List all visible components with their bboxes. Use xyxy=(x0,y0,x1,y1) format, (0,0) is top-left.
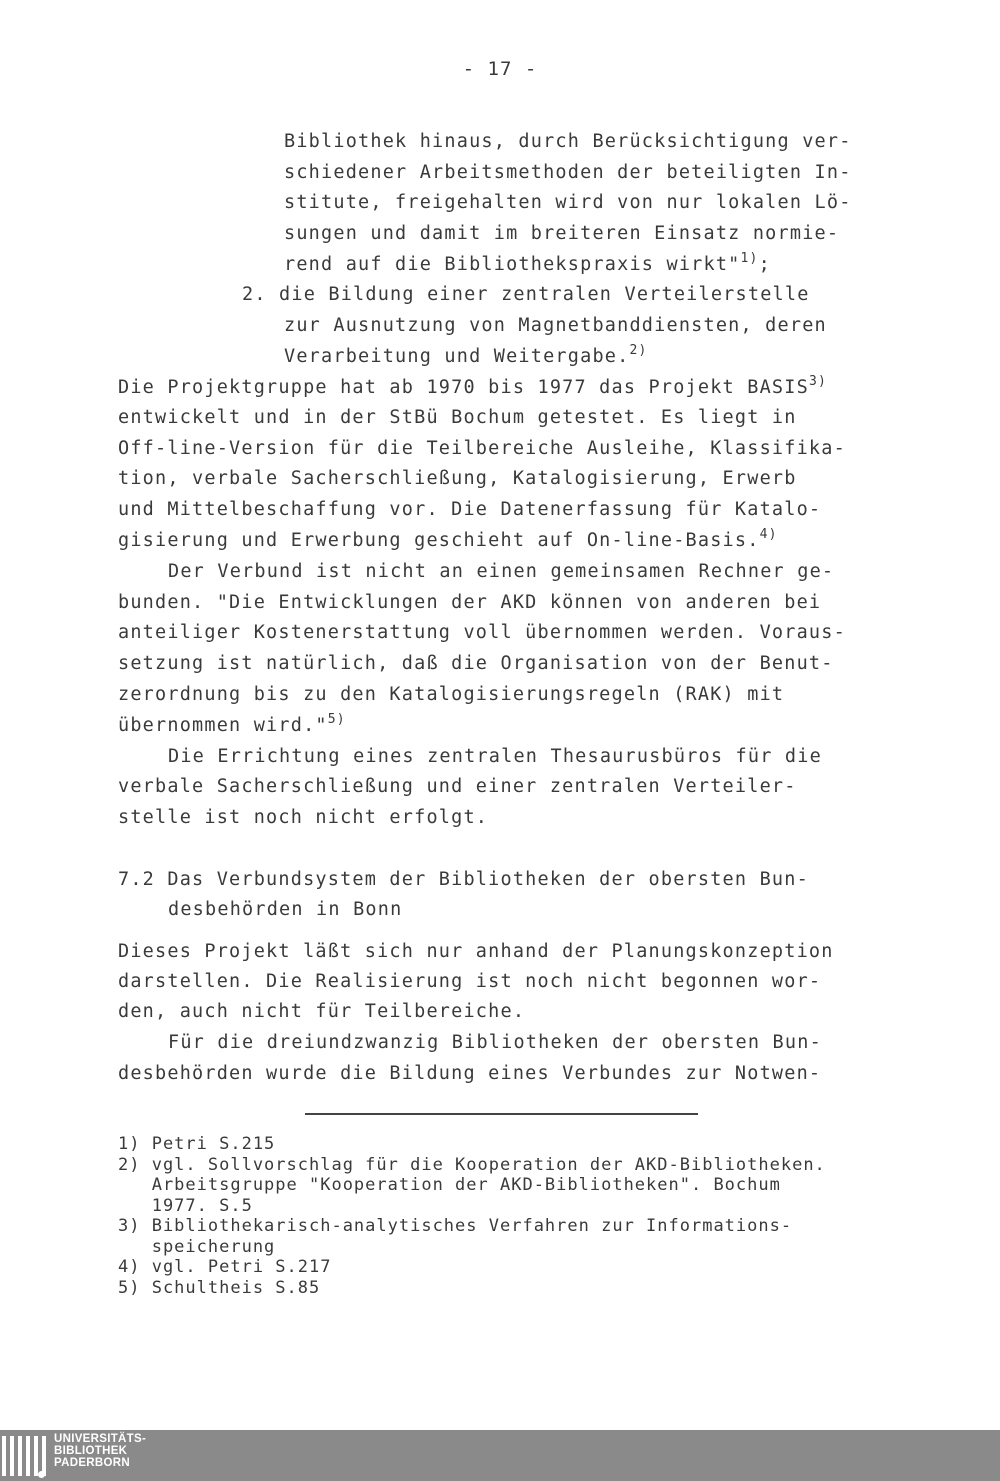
line-text: Der Verbund ist nicht an einen gemeinsamen Rechner ge- xyxy=(168,561,835,582)
footnote-marker: 3) xyxy=(808,374,827,389)
text-line xyxy=(118,1063,821,1085)
logo-line-3: PADERBORN xyxy=(54,1457,130,1469)
line-text: 7.2 Das Verbundsystem der Bibliotheken der obersten Bun- xyxy=(118,869,809,890)
footnote-line: 1977. S.5 xyxy=(118,1196,253,1216)
text-line xyxy=(118,869,809,891)
text-line xyxy=(168,899,402,921)
line-text: stelle ist noch nicht erfolgt. xyxy=(118,807,489,828)
text-line xyxy=(168,561,834,583)
line-text-suffix: ; xyxy=(758,254,771,275)
line-text: sungen und damit im breiteren Einsatz normie- xyxy=(284,223,840,244)
text-line xyxy=(168,746,822,768)
footnote-line: 2) vgl. Sollvorschlag für die Kooperation der AKD-Bibliotheken. xyxy=(118,1155,826,1175)
text-line xyxy=(118,438,846,460)
text-line xyxy=(118,622,846,644)
line-text: gisierung und Erwerbung geschieht auf On-line-Basis. xyxy=(118,530,760,551)
line-text: verbale Sacherschließung und einer zentralen Verteiler- xyxy=(118,776,797,797)
text-line xyxy=(284,343,648,368)
footnote-line: 3) Bibliothekarisch-analytisches Verfahren zur Informations- xyxy=(118,1216,793,1236)
footnote-line: 4) vgl. Petri S.217 xyxy=(118,1257,332,1277)
line-text: zur Ausnutzung von Magnetbanddiensten, deren xyxy=(284,315,827,336)
line-text: Für die dreiundzwanzig Bibliotheken der obersten Bun- xyxy=(168,1032,822,1053)
text-line xyxy=(284,315,827,337)
line-text: 2. die Bildung einer zentralen Verteilerstelle xyxy=(242,284,810,305)
text-line xyxy=(118,684,784,706)
footnote-marker: 1) xyxy=(740,251,759,266)
line-text: Bibliothek hinaus, durch Berücksichtigung ver- xyxy=(284,131,852,152)
text-line xyxy=(118,941,834,963)
line-text: anteiliger Kostenerstattung voll übernommen werden. Voraus- xyxy=(118,622,846,643)
logo-line-1: UNIVERSITÄTS- xyxy=(54,1433,147,1445)
text-line xyxy=(118,374,827,399)
footnote-line: 5) Schultheis S.85 xyxy=(118,1278,321,1298)
line-text: übernommen wird." xyxy=(118,715,328,736)
line-text: bunden. "Die Entwicklungen der AKD können von anderen bei xyxy=(118,592,822,613)
text-line xyxy=(284,223,839,245)
text-line xyxy=(118,592,821,614)
footnote-marker: 4) xyxy=(759,527,778,542)
line-text: stitute, freigehalten wird von nur lokalen Lö- xyxy=(284,192,852,213)
text-line xyxy=(118,499,821,521)
library-footer xyxy=(0,1430,1000,1481)
page-number: - 17 - xyxy=(462,58,538,80)
line-text: entwickelt und in der StBü Bochum getestet. Es liegt in xyxy=(118,407,797,428)
text-line xyxy=(118,776,797,798)
library-logo-bars xyxy=(2,1436,46,1476)
footnote-marker: 5) xyxy=(327,712,346,727)
text-line xyxy=(118,527,778,552)
line-text: schiedener Arbeitsmethoden der beteiligten In- xyxy=(284,162,852,183)
text-line xyxy=(242,284,810,306)
footnote-line: speicherung xyxy=(118,1237,276,1257)
footnote-line: Arbeitsgruppe "Kooperation der AKD-Bibliotheken". Bochum xyxy=(118,1175,781,1195)
text-line xyxy=(118,712,346,737)
text-line xyxy=(118,971,821,993)
line-text: setzung ist natürlich, daß die Organisation von der Benut- xyxy=(118,653,834,674)
line-text: darstellen. Die Realisierung ist noch nicht begonnen wor- xyxy=(118,971,822,992)
logo-line-2: BIBLIOTHEK xyxy=(54,1445,128,1457)
line-text: desbehörden wurde die Bildung eines Verbundes zur Notwen- xyxy=(118,1063,822,1084)
line-text: Die Errichtung eines zentralen Thesaurusbüros für die xyxy=(168,746,822,767)
line-text: und Mittelbeschaffung vor. Die Datenerfassung für Katalo- xyxy=(118,499,822,520)
text-line xyxy=(284,131,852,153)
footnote-separator xyxy=(305,1113,698,1115)
line-text: tion, verbale Sacherschließung, Katalogisierung, Erwerb xyxy=(118,468,797,489)
text-line xyxy=(118,653,834,675)
text-line xyxy=(284,192,852,214)
library-logo-dot xyxy=(38,1471,45,1478)
line-text: Verarbeitung und Weitergabe. xyxy=(284,346,630,367)
text-line xyxy=(118,1001,525,1023)
line-text: zerordnung bis zu den Katalogisierungsregeln (RAK) mit xyxy=(118,684,785,705)
footnote-line: 1) Petri S.215 xyxy=(118,1134,276,1154)
footnote-marker: 2) xyxy=(629,343,648,358)
library-logo-text xyxy=(54,1433,146,1469)
line-text: Die Projektgruppe hat ab 1970 bis 1977 das Projekt BASIS xyxy=(118,377,809,398)
line-text: den, auch nicht für Teilbereiche. xyxy=(118,1001,526,1022)
text-line xyxy=(284,162,852,184)
text-line xyxy=(118,807,488,829)
text-line xyxy=(118,468,797,490)
line-text: Off-line-Version für die Teilbereiche Ausleihe, Klassifika- xyxy=(118,438,846,459)
text-line xyxy=(118,407,797,429)
text-line xyxy=(284,251,771,276)
line-text: rend auf die Bibliothekspraxis wirkt" xyxy=(284,254,741,275)
line-text: desbehörden in Bonn xyxy=(168,899,403,920)
line-text: Dieses Projekt läßt sich nur anhand der Planungskonzeption xyxy=(118,941,834,962)
text-line xyxy=(168,1032,822,1054)
